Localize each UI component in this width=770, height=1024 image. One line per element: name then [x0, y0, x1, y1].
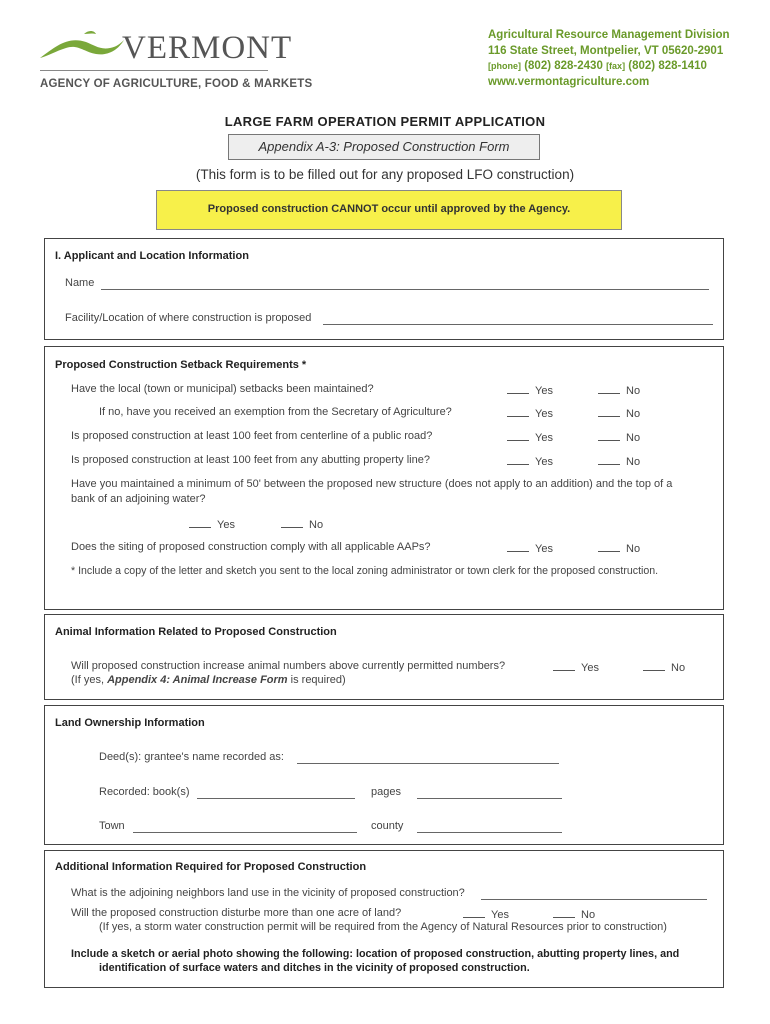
section-additional-info: [44, 850, 724, 988]
water-question-line2: bank of an adjoining water?: [71, 493, 206, 505]
no-checkbox[interactable]: No: [598, 430, 640, 444]
book-field[interactable]: [197, 798, 355, 799]
section-title: Animal Information Related to Proposed Construction: [55, 626, 337, 638]
section-applicant: [44, 238, 724, 340]
no-checkbox[interactable]: No: [643, 660, 685, 674]
animal-note: (If yes, Appendix 4: Animal Increase Form is required): [71, 674, 346, 686]
sketch-note-line1: Include a sketch or aerial photo showing the following: location of proposed construction, abutting property lines, and: [71, 948, 680, 960]
fax-number: (802) 828-1410: [628, 60, 707, 72]
section-title: I. Applicant and Location Information: [55, 250, 249, 262]
section-title: Land Ownership Information: [55, 717, 205, 729]
deeds-label: Deed(s): grantee's name recorded as:: [99, 751, 284, 763]
agency-name: AGENCY OF AGRICULTURE, FOOD & MARKETS: [40, 78, 313, 90]
land-use-field[interactable]: [481, 899, 707, 900]
yes-checkbox[interactable]: Yes: [507, 541, 553, 555]
section-land-ownership: [44, 705, 724, 845]
appendix-reference: Appendix 4: Animal Increase Form: [107, 674, 288, 686]
county-label: county: [371, 820, 404, 832]
appendix-label: Appendix A-3: Proposed Construction Form: [228, 134, 540, 160]
town-label: Town: [99, 820, 125, 832]
vermont-logo-icon: [38, 26, 128, 66]
exemption-question: If no, have you received an exemption from the Secretary of Agriculture?: [99, 406, 452, 418]
header-rule: [40, 70, 268, 71]
animal-question: Will proposed construction increase animal numbers above currently permitted numbers?: [71, 660, 506, 672]
name-label: Name: [65, 277, 95, 289]
yes-checkbox[interactable]: Yes: [507, 454, 553, 468]
aap-question: Does the siting of proposed construction comply with all applicable AAPs?: [71, 541, 431, 553]
facility-field[interactable]: [323, 324, 713, 325]
acre-question: Will the proposed construction disturbe more than one acre of land?: [71, 907, 402, 919]
pages-label: pages: [371, 786, 401, 798]
recorded-label: Recorded: book(s): [99, 786, 190, 798]
setback-question: Have the local (town or municipal) setbacks been maintained?: [71, 383, 374, 395]
pages-field[interactable]: [417, 798, 562, 799]
no-checkbox[interactable]: No: [598, 406, 640, 420]
county-field[interactable]: [417, 832, 562, 833]
yes-checkbox[interactable]: Yes: [507, 406, 553, 420]
yes-checkbox[interactable]: Yes: [507, 383, 553, 397]
yes-checkbox[interactable]: Yes: [553, 660, 599, 674]
water-question-line1: Have you maintained a minimum of 50' between the proposed new structure (does not apply to an addition) and the top of a: [71, 478, 673, 490]
no-checkbox[interactable]: No: [281, 517, 323, 531]
division-name: Agricultural Resource Management Division: [488, 29, 730, 41]
section-animal: [44, 614, 724, 700]
form-subtitle: (This form is to be filled out for any proposed LFO construction): [195, 167, 575, 182]
stormwater-note: (If yes, a storm water construction permit will be required from the Agency of Natural Resources prior to construction): [99, 921, 667, 933]
section-title: Proposed Construction Setback Requirements *: [55, 359, 307, 371]
phone-fax: [488, 59, 730, 75]
contact-block: [488, 28, 730, 90]
form-title: LARGE FARM OPERATION PERMIT APPLICATION: [224, 114, 546, 129]
address: 116 State Street, Montpelier, VT 05620-2901: [488, 44, 724, 57]
property-line-question: Is proposed construction at least 100 feet from any abutting property line?: [71, 454, 430, 466]
no-checkbox[interactable]: No: [598, 383, 640, 397]
no-checkbox[interactable]: No: [598, 454, 640, 468]
road-question: Is proposed construction at least 100 feet from centerline of a public road?: [71, 430, 433, 442]
section-setback: [44, 346, 724, 610]
town-field[interactable]: [133, 832, 357, 833]
no-checkbox[interactable]: No: [598, 541, 640, 555]
brand-wordmark: VERMONT: [122, 30, 293, 66]
phone-number: (802) 828-2430: [524, 60, 603, 72]
section-title: Additional Information Required for Proposed Construction: [55, 861, 367, 873]
warning-banner: Proposed construction CANNOT occur until approved by the Agency.: [156, 190, 622, 230]
name-field[interactable]: [101, 289, 709, 290]
deeds-field[interactable]: [297, 763, 559, 764]
yes-checkbox[interactable]: Yes: [507, 430, 553, 444]
phone-label: [phone]: [488, 61, 521, 71]
yes-checkbox[interactable]: Yes: [189, 517, 235, 531]
no-checkbox[interactable]: No: [553, 907, 595, 921]
sketch-note-line2: identification of surface waters and ditches in the vicinity of proposed construction.: [99, 962, 530, 974]
yes-checkbox[interactable]: Yes: [463, 907, 509, 921]
website-link[interactable]: www.vermontagriculture.com: [488, 75, 650, 88]
fax-label: [fax]: [606, 61, 626, 71]
land-use-question: What is the adjoining neighbors land use in the vicinity of proposed construction?: [71, 887, 465, 899]
setback-note: * Include a copy of the letter and sketch you sent to the local zoning administrator or town clerk for the proposed construction.: [71, 565, 659, 577]
facility-label: Facility/Location of where construction is proposed: [65, 312, 312, 324]
